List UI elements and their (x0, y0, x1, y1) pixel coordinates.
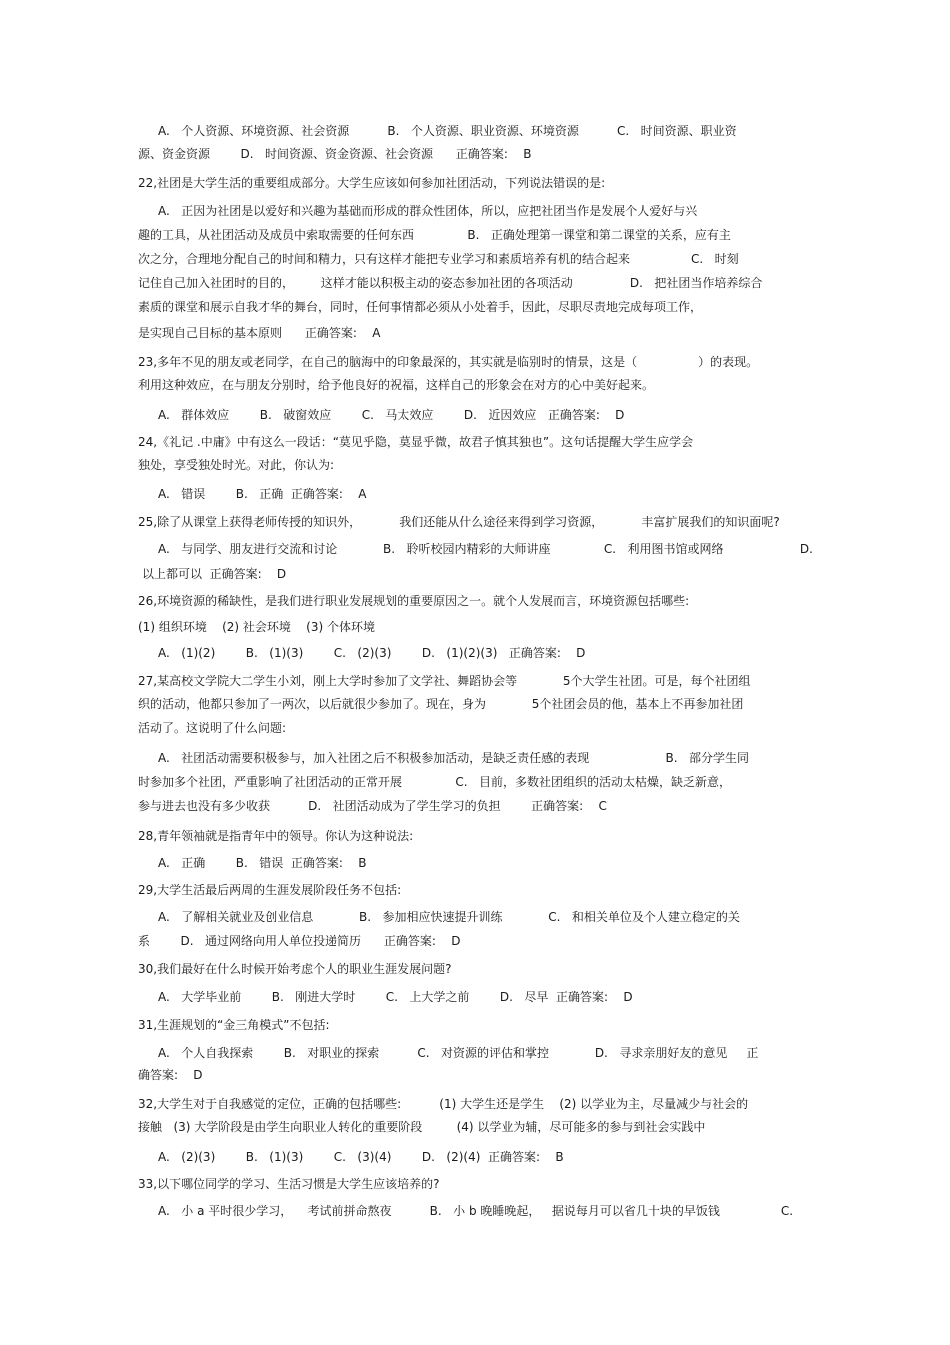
text-line: A. 正确 B. 错误 正确答案: B (158, 856, 367, 870)
text-line: 参与进去也没有多少收获 D. 社团活动成为了学生学习的负担 正确答案: C (138, 799, 607, 813)
text-line: A. 错误 B. 正确 正确答案: A (158, 487, 367, 501)
text-line: 源、资金资源 D. 时间资源、资金资源、社会资源 正确答案: B (138, 147, 532, 161)
text-line: A. 了解相关就业及创业信息 B. 参加相应快速提升训练 C. 和相关单位及个人建立稳定的关 (158, 910, 740, 924)
text-line: A. 群体效应 B. 破窗效应 C. 马太效应 D. 近因效应 正确答案: D (158, 408, 625, 422)
text-line: 以上都可以 正确答案: D (142, 567, 287, 581)
text-line: (1) 组织环境 (2) 社会环境 (3) 个体环境 (138, 620, 375, 634)
text-line: 确答案: D (138, 1068, 203, 1082)
question-heading: 27,某高校文学院大二学生小刘，刚上大学时参加了文学社、舞蹈协会等 5个大学生社团。可是，每个社团组 (138, 674, 751, 688)
question-heading: 28,青年领袖就是指青年中的领导。你认为这种说法: (138, 829, 414, 843)
text-line: A. 大学毕业前 B. 刚进大学时 C. 上大学之前 D. 尽早 正确答案: D (158, 990, 633, 1004)
text-line: 素质的课堂和展示自我才华的舞台，同时，任何事情都必须从小处着手，因此，尽职尽责地完成每项工作， (138, 300, 703, 314)
text-line: A. (1)(2) B. (1)(3) C. (2)(3) D. (1)(2)(3) 正确答案: D (158, 646, 586, 660)
question-heading: 22,社团是大学生活的重要组成部分。大学生应该如何参加社团活动，下列说法错误的是: (138, 176, 606, 190)
question-heading: 32,大学生对于自我感觉的定位，正确的包括哪些: (1) 大学生还是学生 (2) 以学业为主，尽量减少与社会的 (138, 1097, 749, 1111)
question-heading: 23,多年不见的朋友或老同学，在自己的脑海中的印象最深的，其实就是临别时的情景，这是（ ）的表现。 (138, 355, 759, 369)
text-line: 独处，享受独处时光。对此，你认为: (138, 458, 335, 472)
text-line: A. 正因为社团是以爱好和兴趣为基础而形成的群众性团体，所以，应把社团当作是发展个人爱好与兴 (158, 204, 698, 218)
question-heading: 25,除了从课堂上获得老师传授的知识外， 我们还能从什么途径来得到学习资源， 丰富扩展我们的知识面呢? (138, 515, 780, 529)
text-line: 系 D. 通过网络向用人单位投递简历 正确答案: D (138, 934, 461, 948)
question-heading: 29,大学生活最后两周的生涯发展阶段任务不包括: (138, 883, 402, 897)
question-heading: 31,生涯规划的“金三角模式”不包括: (138, 1018, 330, 1032)
question-heading: 33,以下哪位同学的学习、生活习惯是大学生应该培养的? (138, 1177, 440, 1191)
text-line: A. (2)(3) B. (1)(3) C. (3)(4) D. (2)(4) 正确答案: B (158, 1150, 564, 1164)
text-line: A. 与同学、朋友进行交流和讨论 B. 聆听校园内精彩的大师讲座 C. 利用图书馆或网络 D. (158, 542, 813, 556)
text-line: 接触 (3) 大学阶段是由学生向职业人转化的重要阶段 (4) 以学业为辅，尽可能多的参与到社会实践中 (138, 1120, 706, 1134)
text-line: 记住自己加入社团时的目的， 这样才能以积极主动的姿态参加社团的各项活动 D. 把社团当作培养综合 (138, 276, 763, 290)
text-line: A. 小 a 平时很少学习， 考试前拼命熬夜 B. 小 b 晚睡晚起， 据说每月可以省几十块的早饭钱 C. (158, 1204, 794, 1218)
text-line: 趣的工具，从社团活动及成员中索取需要的任何东西 B. 正确处理第一课堂和第二课堂的关系，应有主 (138, 228, 731, 242)
text-line: 织的活动，他都只参加了一两次，以后就很少参加了。现在，身为 5个社团会员的他，基本上不再参加社团 (138, 697, 744, 711)
question-heading: 30,我们最好在什么时候开始考虑个人的职业生涯发展问题? (138, 962, 452, 976)
question-heading: 24,《礼记 .中庸》中有这么一段话：“莫见乎隐，莫显乎微，故君子慎其独也”。这句话提醒大学生应学会 (138, 435, 694, 449)
text-line: 次之分，合理地分配自己的时间和精力，只有这样才能把专业学习和素质培养有机的结合起来 C. 时刻 (138, 252, 739, 266)
text-line: 时参加多个社团，严重影响了社团活动的正常开展 C. 目前，多数社团组织的活动太枯燥，缺乏新意， (138, 775, 732, 789)
question-heading: 26,环境资源的稀缺性，是我们进行职业发展规划的重要原因之一。就个人发展而言，环境资源包括哪些: (138, 594, 690, 608)
text-line: 活动了。这说明了什么问题: (138, 721, 287, 735)
text-line: A. 个人自我探索 B. 对职业的探索 C. 对资源的评估和掌控 D. 寻求亲朋好友的意见 正 (158, 1046, 759, 1060)
text-line: A. 社团活动需要积极参与，加入社团之后不积极参加活动，是缺乏责任感的表现 B. 部分学生同 (158, 751, 750, 765)
text-line: 利用这种效应，在与朋友分别时，给予他良好的祝福，这样自己的形象会在对方的心中美好起来。 (138, 378, 655, 392)
text-line: 是实现自己目标的基本原则 正确答案: A (138, 326, 381, 340)
text-line: A. 个人资源、环境资源、社会资源 B. 个人资源、职业资源、环境资源 C. 时间资源、职业资 (158, 124, 737, 138)
